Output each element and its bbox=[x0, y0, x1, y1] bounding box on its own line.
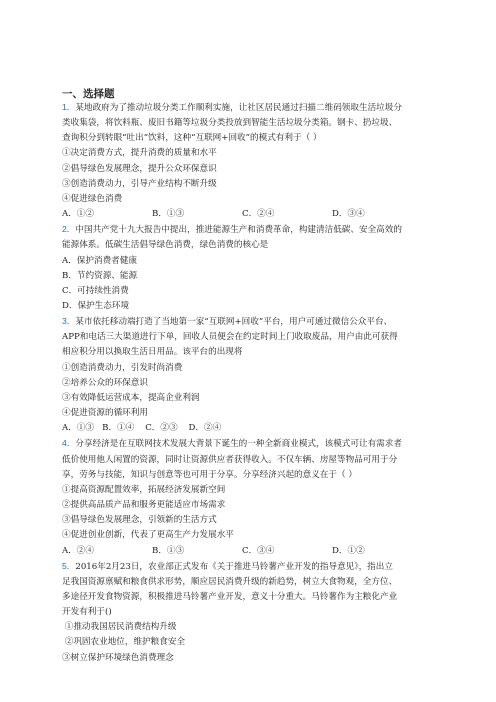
question-3-options: A．①③ B．①④ C．②③ D．②④ bbox=[62, 423, 222, 434]
question-5-item-3: ③树立保护环境绿色消费理念 bbox=[62, 652, 174, 663]
question-2-option-b: B．节约资源、能源 bbox=[62, 270, 138, 281]
question-4-line-2: 低价使用他人闲置的资源，同时让资源供应者获得收入。不仅车辆、房屋等物品可用于分 bbox=[62, 454, 398, 465]
question-1-options bbox=[62, 207, 442, 222]
question-4-option-c: C．③④ bbox=[242, 545, 275, 556]
question-3-line-1: 3．某市依托移动端打造了当地第一家“互联网+回收”平台，用户可通过微信公众平台、 bbox=[62, 316, 393, 328]
question-3-line-2: APP和电话三大渠道进行下单，回收人员便会在约定时间上门收取废品，用户由此可获得 bbox=[62, 332, 398, 343]
question-3-item-3: ③有效降低运营成本，提高企业利润 bbox=[62, 392, 200, 403]
question-4-option-a: A．②④ bbox=[62, 545, 94, 556]
question-4-options bbox=[62, 544, 442, 559]
question-1-item-3: ③创造消费动力，引导产业结构不断升级 bbox=[62, 178, 217, 189]
question-1-number: 1． bbox=[62, 102, 76, 112]
question-5-line-2: 足我国资源禀赋和粮食供求形势，顺应居民消费升级的新趋势，树立大食物观，全方位、 bbox=[62, 576, 398, 587]
question-list bbox=[62, 100, 442, 666]
question-5-line-1: 5．2016年2月23日，农业部正式发布《关于推进马铃薯产业开发的指导意见》，指出立 bbox=[62, 560, 393, 572]
question-1-option-d: D．③④ bbox=[332, 209, 365, 220]
question-5-line-4: 开发有利于() bbox=[62, 607, 112, 618]
question-4-option-b: B．①③ bbox=[152, 545, 185, 556]
question-4-item-1: ①提高资源配置效率，拓展经济发展新空间 bbox=[62, 484, 226, 495]
question-1-line-1: 1．某地政府为了推动垃圾分类工作顺利实施，让社区居民通过扫描二维码领取生活垃圾分 bbox=[62, 102, 402, 113]
question-5-number: 5． bbox=[62, 560, 76, 571]
question-3-item-4: ④促进资源的循环利用 bbox=[62, 408, 148, 419]
question-4-item-4: ④促进创业创新，代表了更高生产力发展水平 bbox=[62, 530, 234, 541]
question-1-option-c: C．②④ bbox=[242, 209, 275, 220]
question-4-number: 4． bbox=[62, 438, 76, 449]
question-4-item-2: ②提供高品质产品和服务更能适应市场需求 bbox=[62, 500, 226, 511]
question-1-item-2: ②倡导绿色发展理念，提升公众环保意识 bbox=[62, 163, 217, 174]
question-4-line-3: 享，劳务与技能，知识与创意等也可用于分享。分享经济兴起的意义在于（ ） bbox=[62, 469, 357, 480]
section-title: 一、选择题 bbox=[62, 88, 115, 100]
question-1-line-3: 查询积分到转眼“吐出”饮料，这种“互联网+回收”的模式有利于（ ） bbox=[62, 133, 322, 144]
question-4-line-1: 4．分享经济是在互联网技术发展大背景下诞生的一种全新商业模式，该模式可让有需求者 bbox=[62, 438, 402, 450]
question-4-option-d: D．①② bbox=[332, 545, 365, 556]
question-3-item-1: ①创造消费动力，引发时尚消费 bbox=[62, 362, 183, 373]
question-2-line-1: 2．中国共产党十九大报告中提出，推进能源生产和消费革命，构建清洁低碳、安全高效的 bbox=[62, 224, 402, 236]
question-2-number: 2． bbox=[62, 224, 76, 235]
question-1-line-2: 类收集袋，将饮料瓶、废旧书籍等垃圾分类投放到智能生活垃圾分类箱。钢卡、扔垃圾、 bbox=[62, 118, 398, 129]
question-2-option-a: A．保护消费者健康 bbox=[62, 255, 137, 266]
question-3-line-3: 相应积分用以换取生活日用品。该平台的出现将 bbox=[62, 347, 243, 358]
question-1-item-4: ④促进绿色消费 bbox=[62, 193, 123, 204]
question-4-item-3: ③倡导绿色发展理念，引领新的生活方式 bbox=[62, 515, 217, 526]
question-1-option-a: A．①② bbox=[62, 209, 94, 220]
question-2-line-2: 能源体系。低碳生活倡导绿色消费，绿色消费的核心是 bbox=[62, 240, 269, 251]
question-5-line-3: 多途径开发食物资源，积极推进马铃薯产业开发，意义十分重大。马铃薯作为主粮化产业 bbox=[62, 591, 398, 602]
question-1-item-1: ①决定消费方式，提升消费的质量和水平 bbox=[62, 148, 217, 159]
question-5-item-2: ②巩固农业地位，维护粮食安全 bbox=[62, 637, 186, 648]
question-3-item-2: ②培养公众的环保意识 bbox=[62, 377, 148, 388]
question-2-option-c: C．可持续性消费 bbox=[62, 285, 129, 296]
question-3-number: 3． bbox=[62, 316, 76, 327]
question-2-option-d: D．保护生态环境 bbox=[62, 301, 130, 312]
question-1-option-b: B．①③ bbox=[152, 209, 185, 220]
question-5-item-1: ①推动我国居民消费结构升级 bbox=[62, 622, 177, 633]
